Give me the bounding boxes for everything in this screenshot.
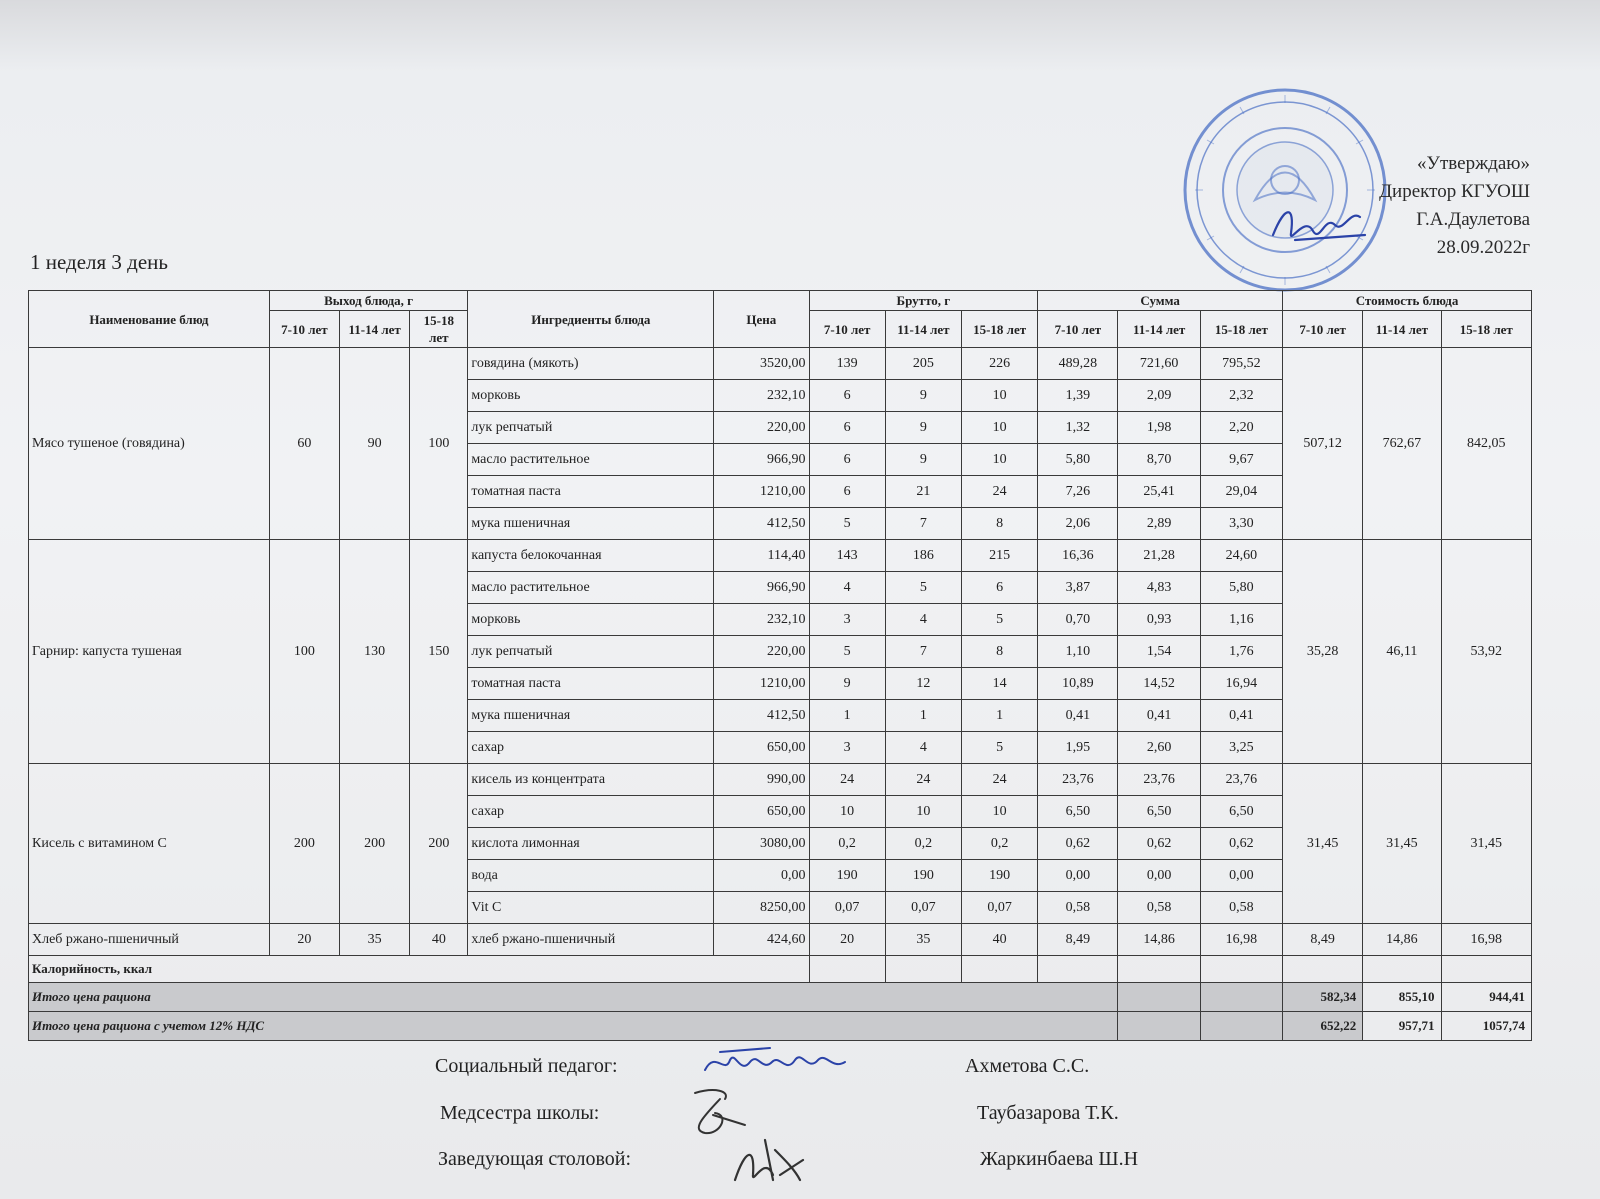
dish-cost: 31,45: [1441, 764, 1531, 924]
director-signature: [1265, 195, 1375, 255]
approval-line-1: «Утверждаю»: [1417, 153, 1530, 174]
ingredient-sum: 0,00: [1200, 860, 1282, 892]
dish-cost: 507,12: [1283, 348, 1363, 540]
ingredient-price: 232,10: [714, 604, 809, 636]
dish-cost: 31,45: [1283, 764, 1363, 924]
ingredient-brutto: 10: [961, 796, 1037, 828]
ingredient-sum: 9,67: [1200, 444, 1282, 476]
ingredient-brutto: 190: [809, 860, 885, 892]
table-row: [29, 540, 1532, 572]
dish-cost: 31,45: [1363, 764, 1441, 924]
header-age: 11-14 лет: [340, 311, 410, 348]
ingredient-brutto: 6: [809, 380, 885, 412]
header-dish-name: Наименование блюд: [29, 291, 270, 348]
ingredient-brutto: 0,2: [961, 828, 1037, 860]
signature-name: Ахметова С.С.: [965, 1055, 1090, 1077]
ingredient-brutto: 0,07: [809, 892, 885, 924]
dish-output: 90: [340, 348, 410, 540]
dish-output: 150: [410, 540, 468, 764]
ingredient-brutto: 8: [961, 636, 1037, 668]
dish-cost: 762,67: [1363, 348, 1441, 540]
dish-cost: 842,05: [1441, 348, 1531, 540]
ingredient-brutto: 10: [961, 412, 1037, 444]
header-age: 11-14 лет: [1363, 311, 1441, 348]
ingredient-sum: 6,50: [1118, 796, 1200, 828]
ingredient-brutto: 6: [809, 444, 885, 476]
ingredient-brutto: 6: [961, 572, 1037, 604]
header-age: 15-18 лет: [410, 311, 468, 348]
ingredient-sum: 1,10: [1038, 636, 1118, 668]
ingredient-sum: 0,62: [1038, 828, 1118, 860]
ingredient-brutto: 4: [809, 572, 885, 604]
ingredient-sum: 8,49: [1038, 924, 1118, 956]
approval-date: 28.09.2022г: [1436, 237, 1530, 258]
header-age: 15-18 лет: [1441, 311, 1531, 348]
ingredient-brutto: 10: [961, 380, 1037, 412]
ingredient-price: 220,00: [714, 412, 809, 444]
ingredient-brutto: 12: [885, 668, 961, 700]
menu-body: [29, 348, 1532, 956]
ingredient-brutto: 6: [809, 412, 885, 444]
total-vat-value: 652,22: [1283, 1012, 1363, 1041]
ingredient-price: 0,00: [714, 860, 809, 892]
total-vat-label: Итого цена рациона с учетом 12% НДС: [29, 1012, 1118, 1041]
ingredient-brutto: 14: [961, 668, 1037, 700]
ingredient-brutto: 226: [961, 348, 1037, 380]
ingredient-name: томатная паста: [468, 476, 714, 508]
ingredient-price: 220,00: [714, 636, 809, 668]
approval-line-3: Г.А.Даулетова: [1416, 209, 1530, 230]
dish-name: Гарнир: капуста тушеная: [29, 540, 270, 764]
ingredient-sum: 1,39: [1038, 380, 1118, 412]
dish-cost: 35,28: [1283, 540, 1363, 764]
ingredient-price: 412,50: [714, 508, 809, 540]
ingredient-sum: 3,30: [1200, 508, 1282, 540]
table-row: [29, 348, 1532, 380]
signature-role: Заведующая столовой:: [438, 1148, 632, 1170]
header-age: 7-10 лет: [809, 311, 885, 348]
ingredient-name: Vit C: [468, 892, 714, 924]
ingredient-brutto: 24: [961, 764, 1037, 796]
ingredient-name: сахар: [468, 732, 714, 764]
ingredient-sum: 0,41: [1200, 700, 1282, 732]
ingredient-sum: 0,58: [1118, 892, 1200, 924]
total-label: Итого цена рациона: [29, 983, 1118, 1012]
ingredient-price: 966,90: [714, 444, 809, 476]
header-age: 15-18 лет: [961, 311, 1037, 348]
ingredient-brutto: 190: [885, 860, 961, 892]
table-row: [29, 924, 1532, 956]
ingredient-sum: 0,00: [1118, 860, 1200, 892]
ingredient-brutto: 0,2: [885, 828, 961, 860]
signature-name: Жаркинбаева Ш.Н: [980, 1148, 1139, 1170]
ingredient-sum: 1,76: [1200, 636, 1282, 668]
ingredient-sum: 24,60: [1200, 540, 1282, 572]
ingredient-price: 114,40: [714, 540, 809, 572]
canteen-head-signature: [725, 1130, 805, 1190]
ingredient-name: лук репчатый: [468, 636, 714, 668]
ingredient-brutto: 0,2: [809, 828, 885, 860]
ingredient-name: лук репчатый: [468, 412, 714, 444]
ingredient-sum: 0,41: [1038, 700, 1118, 732]
dish-name: Хлеб ржано-пшеничный: [29, 924, 270, 956]
ingredient-name: масло растительное: [468, 444, 714, 476]
ingredient-brutto: 40: [961, 924, 1037, 956]
ingredient-brutto: 24: [885, 764, 961, 796]
header-age: 11-14 лет: [885, 311, 961, 348]
header-output: Выход блюда, г: [269, 291, 468, 311]
dish-output: 20: [269, 924, 339, 956]
dish-cost: 53,92: [1441, 540, 1531, 764]
ingredient-price: 412,50: [714, 700, 809, 732]
ingredient-brutto: 186: [885, 540, 961, 572]
ingredient-brutto: 35: [885, 924, 961, 956]
ingredient-brutto: 6: [809, 476, 885, 508]
ingredient-brutto: 4: [885, 732, 961, 764]
ingredient-brutto: 9: [885, 444, 961, 476]
ingredient-sum: 10,89: [1038, 668, 1118, 700]
total-value: 582,34: [1283, 983, 1363, 1012]
header-cost: Стоимость блюда: [1283, 291, 1532, 311]
ingredient-sum: 0,70: [1038, 604, 1118, 636]
ingredient-price: 424,60: [714, 924, 809, 956]
ingredient-brutto: 10: [961, 444, 1037, 476]
ingredient-sum: 16,94: [1200, 668, 1282, 700]
ingredient-sum: 3,87: [1038, 572, 1118, 604]
ingredient-sum: 6,50: [1200, 796, 1282, 828]
header-age: 7-10 лет: [269, 311, 339, 348]
calories-label: Калорийность, ккал: [29, 956, 810, 983]
ingredient-brutto: 0,07: [961, 892, 1037, 924]
ingredient-sum: 2,06: [1038, 508, 1118, 540]
ingredient-price: 3520,00: [714, 348, 809, 380]
ingredient-sum: 2,60: [1118, 732, 1200, 764]
ingredient-sum: 0,93: [1118, 604, 1200, 636]
dish-output: 35: [340, 924, 410, 956]
dish-cost: 16,98: [1441, 924, 1531, 956]
ingredient-sum: 0,41: [1118, 700, 1200, 732]
ingredient-name: капуста белокочанная: [468, 540, 714, 572]
header-age: 7-10 лет: [1038, 311, 1118, 348]
ingredient-brutto: 9: [809, 668, 885, 700]
ingredient-brutto: 0,07: [885, 892, 961, 924]
ingredient-sum: 0,58: [1200, 892, 1282, 924]
dish-output: 200: [410, 764, 468, 924]
header-age: 7-10 лет: [1283, 311, 1363, 348]
ingredient-brutto: 20: [809, 924, 885, 956]
total-vat-row: [29, 1012, 1532, 1041]
ingredient-name: кисель из концентрата: [468, 764, 714, 796]
ingredient-sum: 795,52: [1200, 348, 1282, 380]
ingredient-sum: 25,41: [1118, 476, 1200, 508]
ingredient-sum: 1,32: [1038, 412, 1118, 444]
dish-output: 60: [269, 348, 339, 540]
ingredient-sum: 1,54: [1118, 636, 1200, 668]
ingredient-brutto: 215: [961, 540, 1037, 572]
dish-name: Мясо тушеное (говядина): [29, 348, 270, 540]
day-title: 1 неделя 3 день: [30, 250, 168, 274]
ingredient-sum: 1,98: [1118, 412, 1200, 444]
ingredient-brutto: 205: [885, 348, 961, 380]
ingredient-name: хлеб ржано-пшеничный: [468, 924, 714, 956]
ingredient-sum: 721,60: [1118, 348, 1200, 380]
header-age: 11-14 лет: [1118, 311, 1200, 348]
total-value: 944,41: [1441, 983, 1531, 1012]
ingredient-brutto: 9: [885, 380, 961, 412]
ingredient-price: 8250,00: [714, 892, 809, 924]
ingredient-brutto: 5: [809, 636, 885, 668]
ingredient-name: сахар: [468, 796, 714, 828]
ingredient-name: говядина (мякоть): [468, 348, 714, 380]
ingredient-brutto: 5: [961, 604, 1037, 636]
dish-output: 200: [340, 764, 410, 924]
total-vat-value: 1057,74: [1441, 1012, 1531, 1041]
ingredient-price: 990,00: [714, 764, 809, 796]
ingredient-sum: 29,04: [1200, 476, 1282, 508]
ingredient-brutto: 10: [809, 796, 885, 828]
ingredient-sum: 0,62: [1118, 828, 1200, 860]
dish-output: 100: [269, 540, 339, 764]
ingredient-brutto: 10: [885, 796, 961, 828]
ingredient-sum: 2,20: [1200, 412, 1282, 444]
ingredient-brutto: 3: [809, 604, 885, 636]
ingredient-sum: 0,58: [1038, 892, 1118, 924]
ingredient-brutto: 8: [961, 508, 1037, 540]
calories-row: [29, 956, 1532, 983]
pedagogue-signature: [700, 1040, 850, 1085]
signature-role: Медсестра школы:: [440, 1102, 600, 1124]
ingredient-sum: 1,95: [1038, 732, 1118, 764]
ingredient-brutto: 1: [961, 700, 1037, 732]
ingredient-brutto: 24: [961, 476, 1037, 508]
dish-name: Кисель с витамином С: [29, 764, 270, 924]
ingredient-sum: 21,28: [1118, 540, 1200, 572]
ingredient-brutto: 1: [809, 700, 885, 732]
dish-output: 40: [410, 924, 468, 956]
ingredient-price: 650,00: [714, 796, 809, 828]
ingredient-price: 650,00: [714, 732, 809, 764]
signature-name: Таубазарова Т.К.: [977, 1102, 1119, 1124]
ingredient-sum: 16,98: [1200, 924, 1282, 956]
table-row: [29, 764, 1532, 796]
ingredient-sum: 14,52: [1118, 668, 1200, 700]
signature-role: Социальный педагог:: [435, 1055, 618, 1077]
ingredient-sum: 3,25: [1200, 732, 1282, 764]
ingredient-name: кислота лимонная: [468, 828, 714, 860]
header-price: Цена: [714, 291, 809, 348]
ingredient-brutto: 3: [809, 732, 885, 764]
ingredient-sum: 7,26: [1038, 476, 1118, 508]
menu-table: [28, 290, 1532, 1041]
ingredient-sum: 2,89: [1118, 508, 1200, 540]
header-ingredients: Ингредиенты блюда: [468, 291, 714, 348]
ingredient-sum: 2,32: [1200, 380, 1282, 412]
ingredient-sum: 23,76: [1200, 764, 1282, 796]
ingredient-sum: 16,36: [1038, 540, 1118, 572]
ingredient-brutto: 139: [809, 348, 885, 380]
ingredient-name: масло растительное: [468, 572, 714, 604]
ingredient-sum: 4,83: [1118, 572, 1200, 604]
total-value: 855,10: [1363, 983, 1441, 1012]
signature-row: [435, 1055, 618, 1078]
dish-output: 100: [410, 348, 468, 540]
ingredient-price: 1210,00: [714, 668, 809, 700]
ingredient-brutto: 7: [885, 508, 961, 540]
ingredient-name: морковь: [468, 380, 714, 412]
total-row: [29, 983, 1532, 1012]
ingredient-brutto: 190: [961, 860, 1037, 892]
ingredient-brutto: 5: [885, 572, 961, 604]
ingredient-sum: 489,28: [1038, 348, 1118, 380]
ingredient-brutto: 21: [885, 476, 961, 508]
ingredient-brutto: 5: [961, 732, 1037, 764]
ingredient-price: 232,10: [714, 380, 809, 412]
ingredient-brutto: 7: [885, 636, 961, 668]
ingredient-name: вода: [468, 860, 714, 892]
ingredient-sum: 5,80: [1200, 572, 1282, 604]
ingredient-sum: 14,86: [1118, 924, 1200, 956]
ingredient-sum: 8,70: [1118, 444, 1200, 476]
ingredient-sum: 2,09: [1118, 380, 1200, 412]
ingredient-price: 1210,00: [714, 476, 809, 508]
ingredient-price: 966,90: [714, 572, 809, 604]
dish-output: 130: [340, 540, 410, 764]
dish-output: 200: [269, 764, 339, 924]
header-brutto: Брутто, г: [809, 291, 1038, 311]
ingredient-sum: 5,80: [1038, 444, 1118, 476]
header-sum: Сумма: [1038, 291, 1283, 311]
ingredient-name: мука пшеничная: [468, 700, 714, 732]
ingredient-name: мука пшеничная: [468, 508, 714, 540]
ingredient-sum: 23,76: [1038, 764, 1118, 796]
dish-cost: 14,86: [1363, 924, 1441, 956]
ingredient-sum: 0,62: [1200, 828, 1282, 860]
ingredient-name: морковь: [468, 604, 714, 636]
dish-cost: 8,49: [1283, 924, 1363, 956]
ingredient-sum: 23,76: [1118, 764, 1200, 796]
header-age: 15-18 лет: [1200, 311, 1282, 348]
ingredient-brutto: 143: [809, 540, 885, 572]
ingredient-name: томатная паста: [468, 668, 714, 700]
ingredient-sum: 6,50: [1038, 796, 1118, 828]
ingredient-price: 3080,00: [714, 828, 809, 860]
approval-line-2: Директор КГУОШ: [1379, 181, 1530, 202]
ingredient-sum: 1,16: [1200, 604, 1282, 636]
ingredient-brutto: 5: [809, 508, 885, 540]
ingredient-brutto: 24: [809, 764, 885, 796]
ingredient-brutto: 4: [885, 604, 961, 636]
dish-cost: 46,11: [1363, 540, 1441, 764]
total-vat-value: 957,71: [1363, 1012, 1441, 1041]
ingredient-sum: 0,00: [1038, 860, 1118, 892]
ingredient-brutto: 9: [885, 412, 961, 444]
ingredient-brutto: 1: [885, 700, 961, 732]
